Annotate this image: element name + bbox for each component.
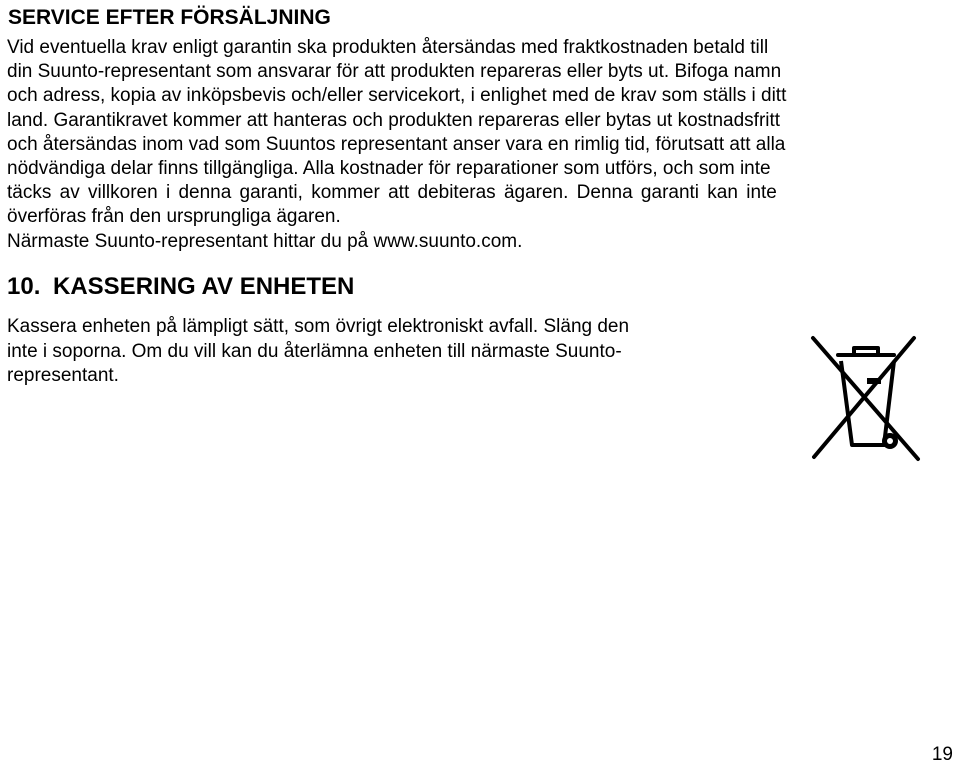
disposal-paragraph bbox=[7, 315, 783, 389]
paragraph-line: och återsändas inom vad som Suuntos representant anser vara en rimlig tid, förutsatt att alla bbox=[7, 133, 786, 155]
paragraph-line: Kassera enheten på lämpligt sätt, som övrigt elektroniskt avfall. Släng den bbox=[7, 316, 630, 337]
paragraph-line: inte i soporna. Om du vill kan du återlämna enheten till närmaste Suunto- bbox=[7, 340, 622, 362]
paragraph-line: nödvändiga delar finns tillgängliga. Alla kostnader för reparationer som utförs, och som inte bbox=[7, 158, 771, 180]
paragraph-line: Närmaste Suunto-representant hittar du på www.suunto.com. bbox=[7, 230, 523, 252]
page-number: 19 bbox=[931, 744, 953, 765]
service-paragraph bbox=[7, 36, 955, 254]
section-heading-service: SERVICE EFTER FÖRSÄLJNING bbox=[8, 6, 331, 29]
paragraph-line: och adress, kopia av inköpsbevis och/eller servicekort, i enlighet med de krav som ställs i ditt bbox=[7, 85, 787, 107]
paragraph-line: representant. bbox=[7, 365, 119, 386]
crossed-out-wheeled-bin-icon bbox=[808, 333, 924, 463]
section-heading-disposal bbox=[7, 272, 354, 302]
section-number: 10. bbox=[7, 273, 41, 300]
paragraph-line: din Suunto-representant som ansvarar för att produkten repareras eller byts ut. Bifoga namn bbox=[7, 61, 782, 83]
paragraph-line: täcks av villkoren i denna garanti, kommer att debiteras ägaren. Denna garanti kan inte bbox=[7, 182, 777, 204]
paragraph-line: land. Garantikravet kommer att hanteras och produkten repareras eller bytas ut kostnadsfritt bbox=[7, 109, 781, 131]
paragraph-line: Vid eventuella krav enligt garantin ska produkten återsändas med fraktkostnaden betald till bbox=[7, 37, 769, 58]
section-title: KASSERING AV ENHETEN bbox=[53, 273, 355, 300]
paragraph-line: överföras från den ursprungliga ägaren. bbox=[7, 206, 341, 228]
